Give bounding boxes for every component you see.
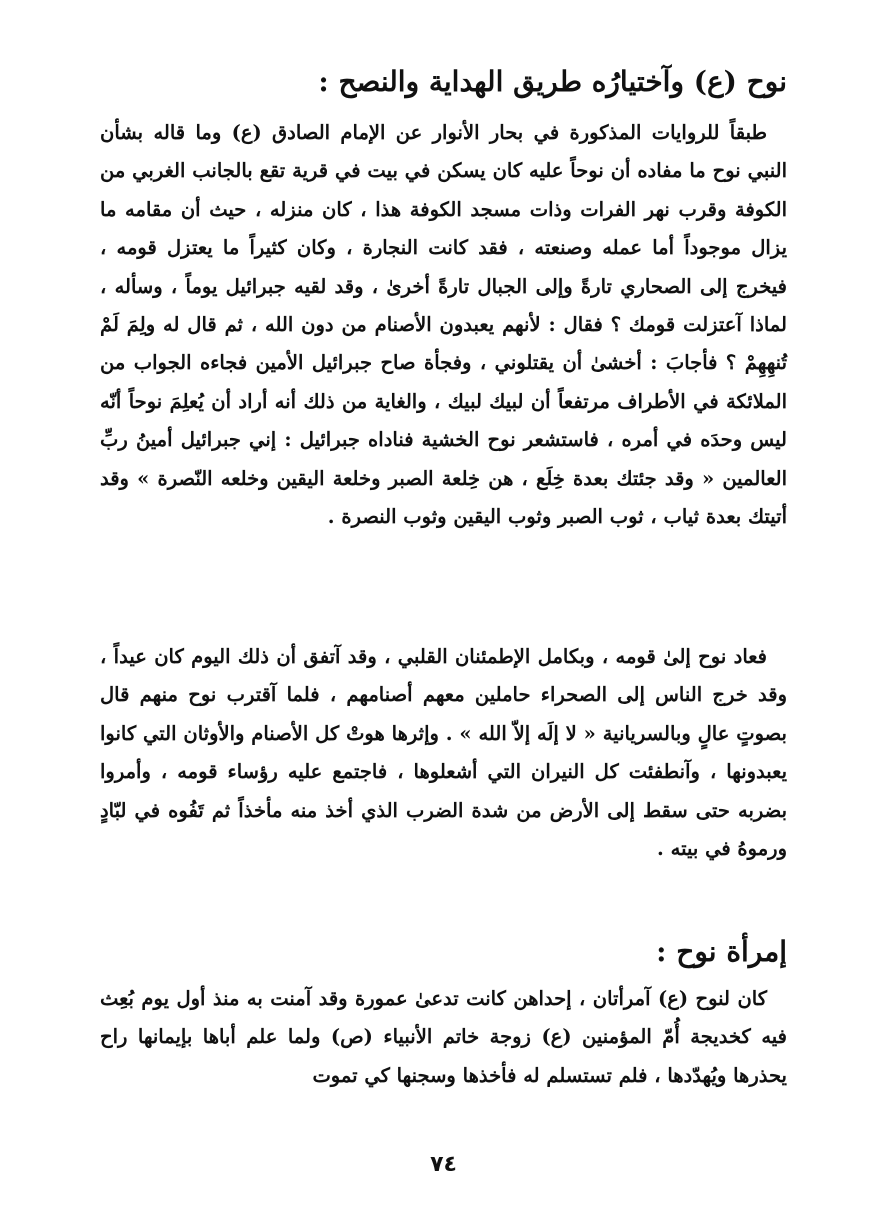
page-number: ٧٤ [430,1152,457,1177]
section-heading-noah-guidance: نوح (ع) وآختيارُه طريق الهداية والنصح : [318,65,787,98]
paragraph-noah-return: فعاد نوح إلىٰ قومه ، وبكامل الإطمئنان القلبي ، وقد آتفق أن ذلك اليوم كان عيداً ، وقد خرج الناس إلى الصحراء حاملين معهم أصنامهم ، فلما آقترب نوح منهم قال بصوتٍ عالٍ وبالسريانية « لا إلَه إلاّ الله » . وإثرها هوتْ كل الأصنام والأوثان التي كانوا يعبدونها ، وآنطفئت كل النيران التي أشعلوها ، فاجتمع عليه رؤساء قومه ، وأمروا بضربه حتى سقط إلى الأرض من شدة الضرب الذي أخذ منه مأخذاً ثم تَفُوه في لبّادٍ ورموهُ في بيته . [100,645,787,861]
paragraph-noah-wives: كان لنوح (ع) آمرأتان ، إحداهن كانت تدعىٰ عمورة وقد آمنت به منذ أول يوم بُعِث فيه كخديجة أُمّ المؤمنين (ع) زوجة خاتم الأنبياء (ص) ولما علم أباها بإيمانها راح يحذرها ويُهدّدها ، فلم تستسلم له فأخذها وسجنها كي تموت [100,987,787,1087]
book-page [100,58,787,1221]
paragraph-noah-life: طبقاً للروايات المذكورة في بحار الأنوار عن الإمام الصادق (ع) وما قاله بشأن النبي نوح ما مفاده أن نوحاً عليه كان يسكن في بيت في قرية تقع بالجانب الغربي من الكوفة وقرب نهر الفرات وذات مسجد الكوفة هذا ، كان منزله ، حيث أن مقامه ما يزال موجوداً أما عمله وصنعته ، فقد كانت النجارة ، وكان كثيراً ما يعتزل قومه ، فيخرج إلى الصحاري تارةً وإلى الجبال تارةً أخرىٰ ، وقد لقيه جبرائيل يوماً ، وسأله ، لماذا آعتزلت قومك ؟ فقال : لأنهم يعبدون الأصنام من دون الله ، ثم قال له ولِمَ لَمْ تُنهِهِمْ ؟ فأجابَ : أخشىٰ أن يقتلوني ، وفجأة صاح جبرائيل الأمين فجاءه الجواب من الملائكة في الأطراف مرتفعاً أن لبيك لبيك ، والغاية من ذلك أنه أراد أن يُعلِمَ نوحاً أنّه ليس وحدَه في أمره ، فاستشعر نوح الخشية فناداه جبرائيل : إني جبرائيل أمينُ ربِّ العالمين « وقد جئتك بعدة خِلَع ، هن خِلعة الصبر وخلعة اليقين وخلعه النّصرة » وقد أتيتك بعدة ثياب ، ثوب الصبر وثوب اليقين وثوب النصرة . [100,121,787,529]
section-heading-noah-wife: إمرأة نوح : [656,935,787,968]
